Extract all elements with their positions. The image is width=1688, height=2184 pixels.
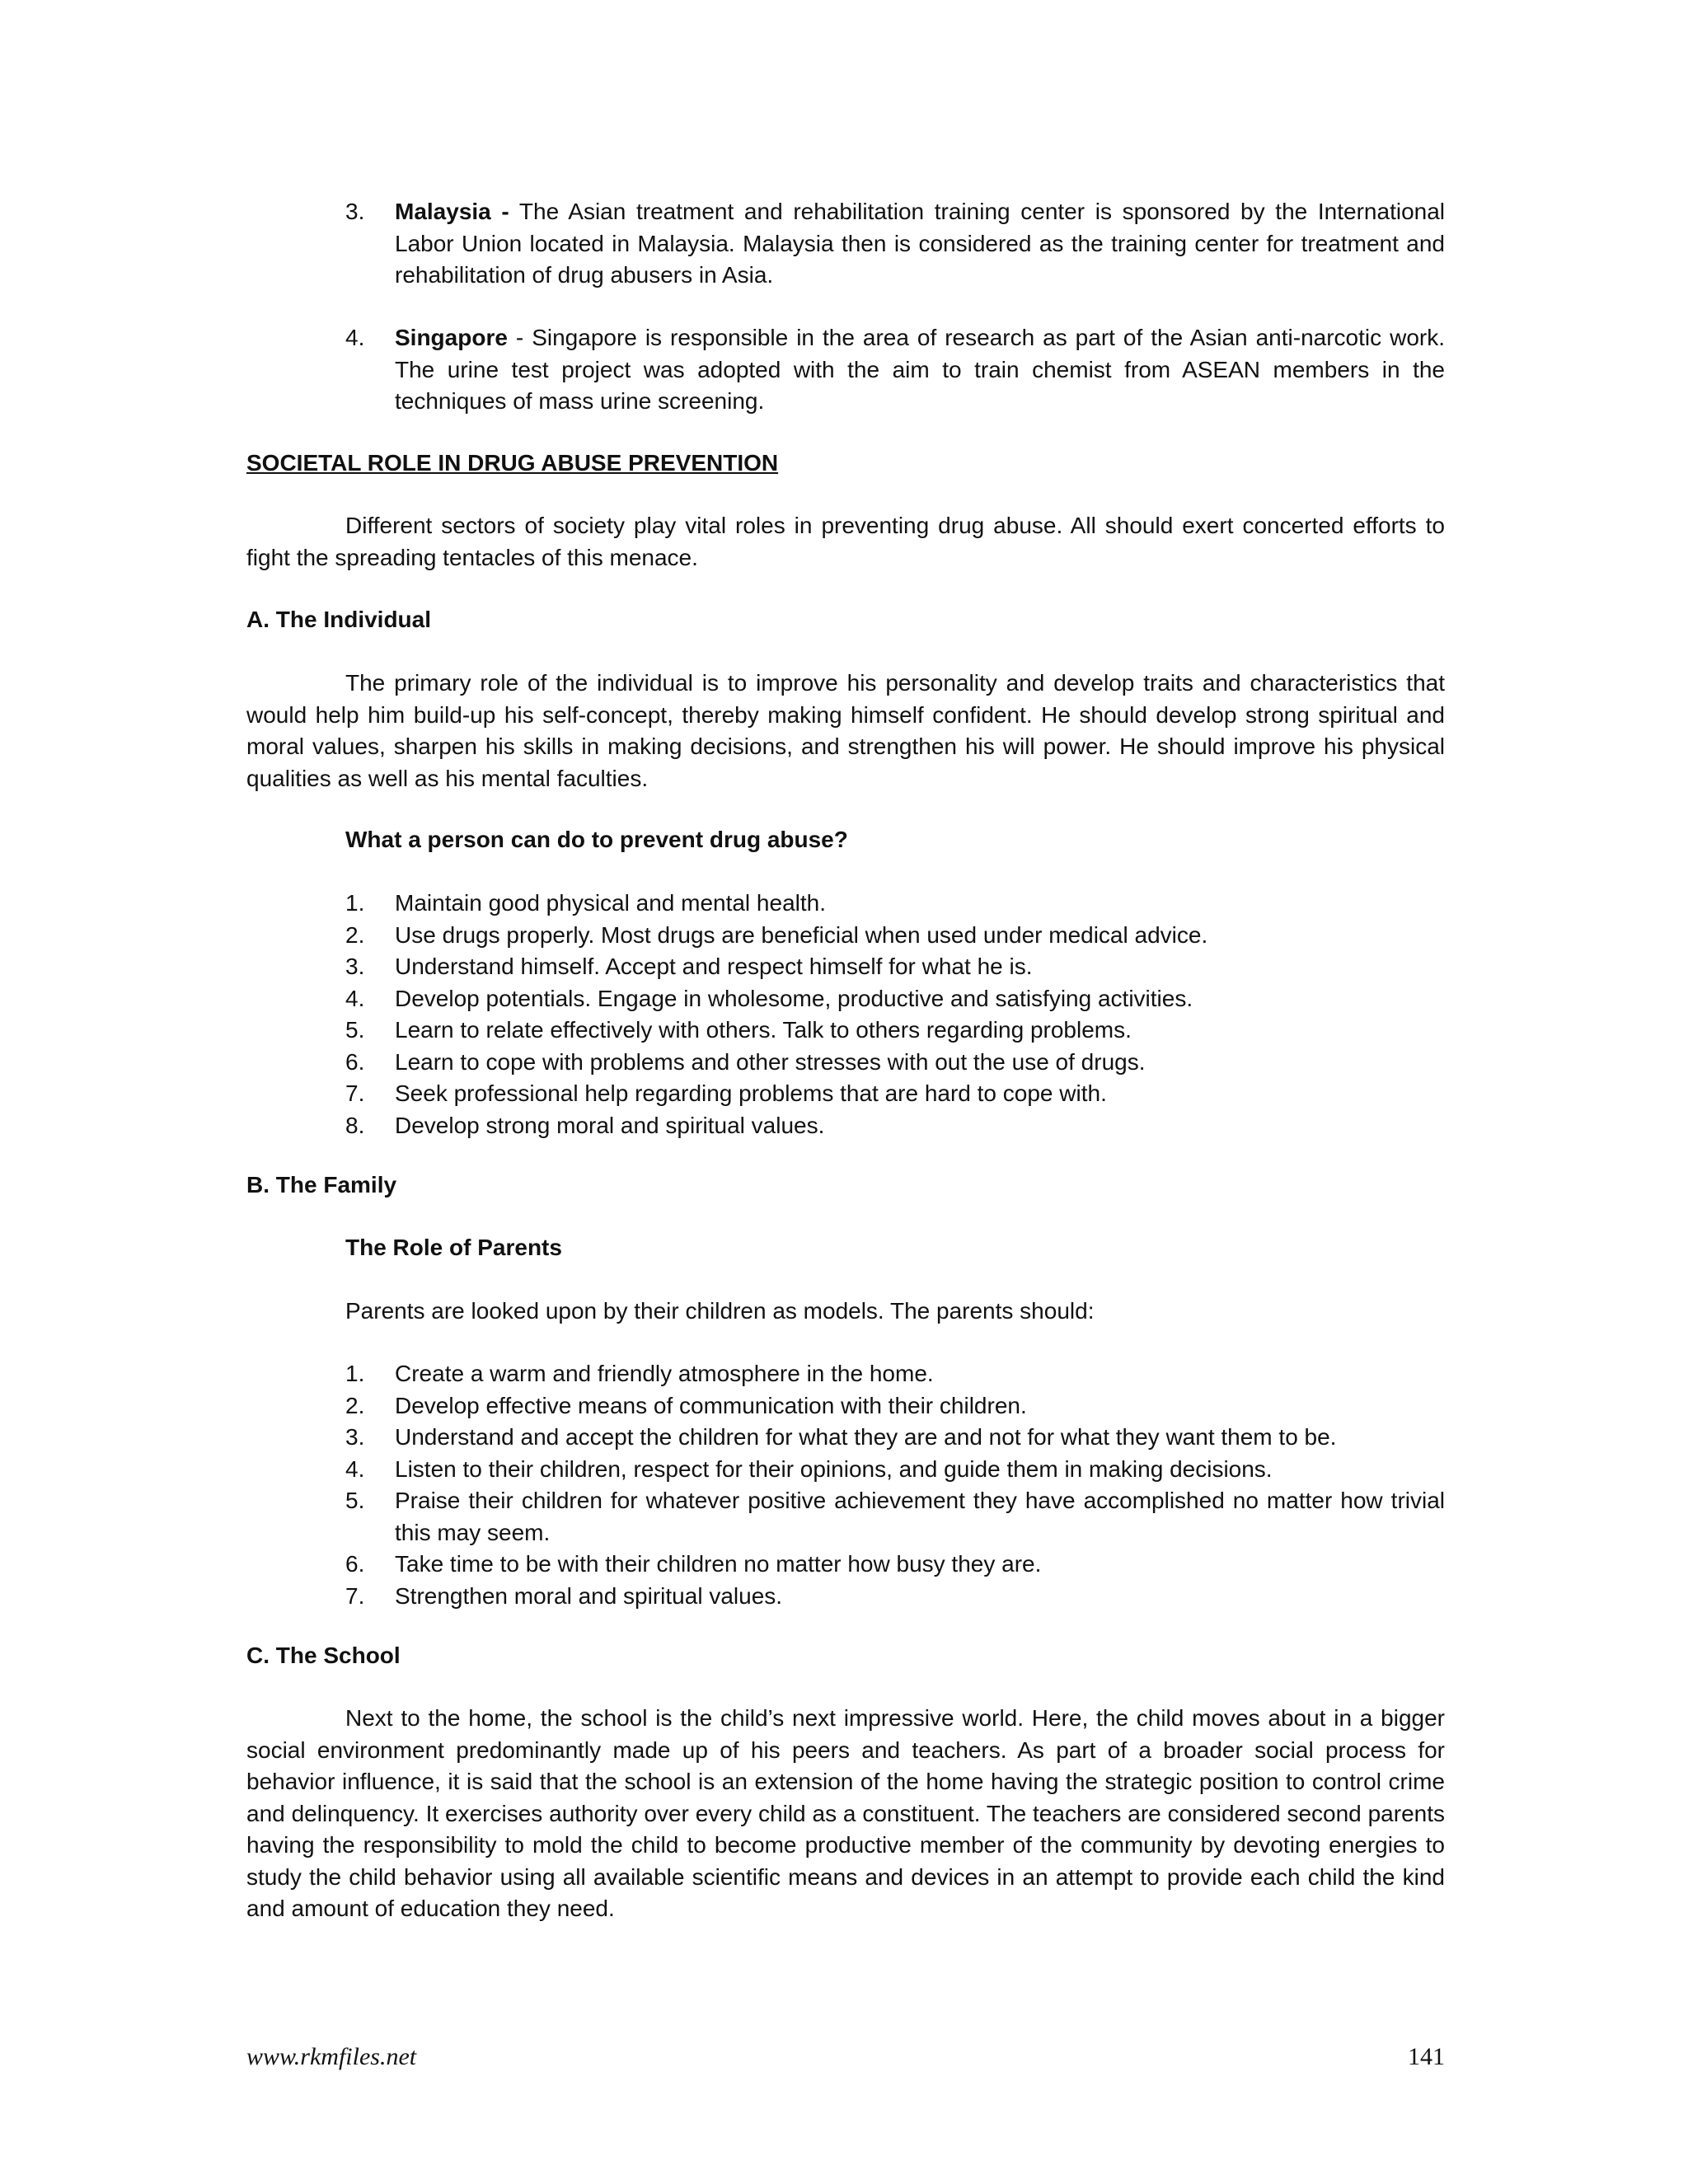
- list-item: 8. Develop strong moral and spiritual values.: [345, 1112, 825, 1138]
- list-text: Malaysia - The Asian treatment and rehabilitation training center is sponsored by the International Labor Union located in Malaysia. Malaysia then is considered as the training center for treatment and rehabilitation of drug abusers in Asia.: [395, 199, 1446, 288]
- school-paragraph: Next to the home, the school is the child’s next impressive world. Here, the child moves about in a bigger social environment predominantly made up of his peers and teachers. As part of a broader social process for behavior influence, it is said that the school is an extension of the home having the strategic position to control crime and delinquency. It exercises authority over every child as a constituent. The teachers are considered second parents having the responsibility to mold the child to become productive member of the community by devoting energies to study the child behavior using all available scientific means and devices in an attempt to provide each child the kind and amount of education they need.: [246, 1705, 1445, 1921]
- list-item: 4. Develop potentials. Engage in wholesome, productive and satisfying activities.: [345, 985, 1193, 1011]
- list-item: 7. Strengthen moral and spiritual values.: [345, 1582, 783, 1609]
- list-item: 3. Understand himself. Accept and respect himself for what he is.: [345, 954, 1033, 979]
- list-item: 4. Listen to their children, respect for their opinions, and guide them in making decisions.: [345, 1455, 1273, 1482]
- individual-question: What a person can do to prevent drug abuse?: [345, 827, 848, 852]
- family-list: [345, 1358, 1445, 1612]
- list-item: 1. Maintain good physical and mental health.: [345, 890, 827, 916]
- individual-paragraph: The primary role of the individual is to improve his personality and develop traits and characteristics that would help him build-up his self-concept, thereby making himself confident. He should develop strong spiritual and moral values, sharpen his skills in making decisions, and strengthen his will power. He should improve his physical qualities as well as his mental faculties.: [246, 670, 1445, 791]
- list-item: 3. Understand and accept the children for what they are and not for what they want them to be.: [345, 1424, 1337, 1450]
- list-item: 5. Praise their children for whatever positive achievement they have accomplished no matter how trivial this may seem.: [345, 1488, 1445, 1545]
- footer-website: www.rkmfiles.net: [246, 2043, 417, 2070]
- subsection-heading-school: C. The School: [246, 1643, 401, 1668]
- page-number: 141: [1408, 2043, 1445, 2070]
- list-item: 6. Take time to be with their children no matter how busy they are.: [345, 1551, 1042, 1577]
- intro-paragraph: Different sectors of society play vital roles in preventing drug abuse. All should exert concerted efforts to fight the spreading tentacles of this menace.: [246, 513, 1445, 570]
- list-item: 7. Seek professional help regarding problems that are hard to cope with.: [345, 1080, 1107, 1106]
- list-text: Singapore - Singapore is responsible in the area of research as part of the Asian anti-narcotic work. The urine test project was adopted with the aim to train chemist from ASEAN members in the techniques of mass urine screening.: [395, 325, 1445, 414]
- list-number: 3.: [345, 199, 365, 224]
- list-item: [345, 196, 1445, 292]
- list-number: 4.: [345, 325, 365, 350]
- list-item: 1. Create a warm and friendly atmosphere in the home.: [345, 1361, 934, 1386]
- country-list: [345, 322, 1445, 418]
- country-term: Malaysia -: [395, 199, 509, 224]
- country-term: Singapore: [395, 325, 508, 350]
- family-subheading: The Role of Parents: [345, 1235, 562, 1260]
- section-heading: SOCIETAL ROLE IN DRUG ABUSE PREVENTION: [246, 450, 779, 476]
- country-list: [345, 196, 1445, 292]
- list-item: 6. Learn to cope with problems and other stresses with out the use of drugs.: [345, 1048, 1146, 1075]
- list-item: 2. Use drugs properly. Most drugs are beneficial when used under medical advice.: [345, 921, 1208, 948]
- list-item: [345, 322, 1445, 418]
- list-item: 5. Learn to relate effectively with others. Talk to others regarding problems.: [345, 1017, 1132, 1043]
- subsection-heading-family: B. The Family: [246, 1172, 397, 1197]
- list-item: 2. Develop effective means of communication with their children.: [345, 1392, 1027, 1418]
- subsection-heading-individual: A. The Individual: [246, 607, 432, 632]
- family-intro: Parents are looked upon by their children as models. The parents should:: [345, 1298, 1095, 1324]
- individual-list: [345, 888, 1445, 1141]
